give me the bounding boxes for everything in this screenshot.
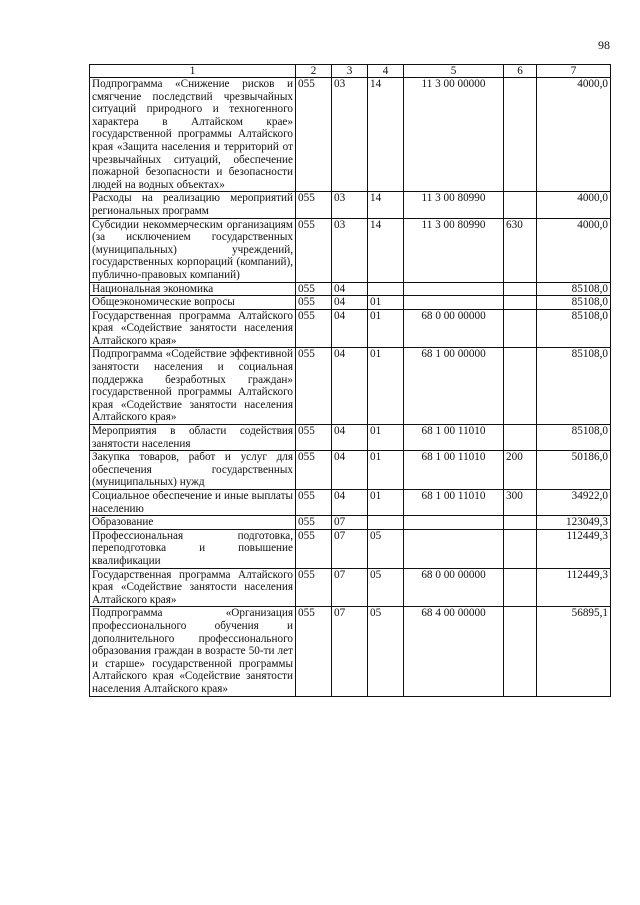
table-header-row	[90, 65, 611, 78]
row-name: Мероприятия в области содействия занятости населения	[90, 425, 296, 451]
cell-ministry: 055	[296, 529, 332, 568]
cell-target-article	[404, 516, 504, 530]
cell-section: 07	[332, 568, 368, 607]
cell-target-article: 68 1 00 00000	[404, 348, 504, 425]
cell-target-article: 68 1 00 11010	[404, 425, 504, 451]
cell-ministry: 055	[296, 296, 332, 310]
row-name: Подпрограмма «Содействие эффективной занятости населения и социальная поддержка безработных граждан» государственной программы Алтайского края «Содействие занятости населения Алтайского края»	[90, 348, 296, 425]
table-row	[90, 192, 611, 218]
cell-expense-type	[504, 568, 537, 607]
cell-section: 07	[332, 607, 368, 696]
table-row	[90, 451, 611, 490]
cell-section: 03	[332, 192, 368, 218]
cell-target-article	[404, 282, 504, 296]
cell-expense-type	[504, 529, 537, 568]
cell-ministry: 055	[296, 78, 332, 192]
cell-subsection: 01	[368, 425, 404, 451]
cell-section: 04	[332, 348, 368, 425]
table-row	[90, 490, 611, 516]
cell-amount: 4000,0	[537, 192, 611, 218]
cell-section: 07	[332, 516, 368, 530]
cell-ministry: 055	[296, 309, 332, 348]
row-name: Закупка товаров, работ и услуг для обеспечения государственных (муниципальных) нужд	[90, 451, 296, 490]
row-name: Национальная экономика	[90, 282, 296, 296]
column-header: 6	[504, 65, 537, 78]
cell-amount: 85108,0	[537, 348, 611, 425]
table-row	[90, 296, 611, 310]
table-row	[90, 568, 611, 607]
column-header: 5	[404, 65, 504, 78]
cell-ministry: 055	[296, 425, 332, 451]
cell-section: 04	[332, 296, 368, 310]
cell-subsection: 01	[368, 451, 404, 490]
cell-expense-type: 300	[504, 490, 537, 516]
cell-ministry: 055	[296, 348, 332, 425]
table-row	[90, 348, 611, 425]
row-name: Социальное обеспечение и иные выплаты населению	[90, 490, 296, 516]
cell-subsection: 01	[368, 296, 404, 310]
cell-amount: 34922,0	[537, 490, 611, 516]
cell-amount: 123049,3	[537, 516, 611, 530]
column-header: 1	[90, 65, 296, 78]
cell-subsection: 14	[368, 78, 404, 192]
cell-expense-type	[504, 607, 537, 696]
table-row	[90, 529, 611, 568]
cell-ministry: 055	[296, 451, 332, 490]
cell-section: 07	[332, 529, 368, 568]
table-row	[90, 309, 611, 348]
cell-target-article	[404, 529, 504, 568]
row-name: Государственная программа Алтайского края «Содействие занятости населения Алтайского края»	[90, 309, 296, 348]
cell-subsection	[368, 516, 404, 530]
row-name: Профессиональная подготовка, переподготовка и повышение квалификации	[90, 529, 296, 568]
cell-subsection: 01	[368, 490, 404, 516]
cell-subsection: 14	[368, 218, 404, 282]
cell-subsection	[368, 282, 404, 296]
row-name: Расходы на реализацию мероприятий региональных программ	[90, 192, 296, 218]
table-row	[90, 282, 611, 296]
table-row	[90, 78, 611, 192]
table-row	[90, 607, 611, 696]
cell-amount: 112449,3	[537, 568, 611, 607]
row-name: Субсидии некоммерческим организациям (за исключением государственных (муниципальных) учреждений, государственных корпораций (компаний), публично-правовых компаний)	[90, 218, 296, 282]
cell-target-article: 11 3 00 80990	[404, 192, 504, 218]
cell-amount: 85108,0	[537, 296, 611, 310]
cell-expense-type	[504, 425, 537, 451]
cell-subsection: 05	[368, 568, 404, 607]
cell-section: 04	[332, 282, 368, 296]
cell-subsection: 05	[368, 607, 404, 696]
table-row	[90, 516, 611, 530]
cell-section: 04	[332, 451, 368, 490]
page-number: 98	[598, 38, 610, 52]
column-header: 7	[537, 65, 611, 78]
cell-target-article: 11 3 00 80990	[404, 218, 504, 282]
row-name: Образование	[90, 516, 296, 530]
cell-target-article: 11 3 00 00000	[404, 78, 504, 192]
cell-ministry: 055	[296, 568, 332, 607]
cell-expense-type	[504, 516, 537, 530]
cell-section: 04	[332, 425, 368, 451]
row-name: Государственная программа Алтайского края «Содействие занятости населения Алтайского края»	[90, 568, 296, 607]
cell-amount: 85108,0	[537, 282, 611, 296]
cell-target-article: 68 1 00 11010	[404, 490, 504, 516]
table-row	[90, 218, 611, 282]
cell-ministry: 055	[296, 218, 332, 282]
column-header: 3	[332, 65, 368, 78]
cell-amount: 85108,0	[537, 425, 611, 451]
cell-subsection: 01	[368, 348, 404, 425]
row-name: Общеэкономические вопросы	[90, 296, 296, 310]
table-row	[90, 425, 611, 451]
column-header: 2	[296, 65, 332, 78]
row-name: Подпрограмма «Организация профессионального обучения и дополнительного профессионального образования граждан в возрасте 50-ти лет и старше» государственной программы Алтайского края «Содействие занятости населения Алтайского края»	[90, 607, 296, 696]
cell-amount: 50186,0	[537, 451, 611, 490]
cell-amount: 112449,3	[537, 529, 611, 568]
budget-table	[89, 64, 611, 697]
cell-target-article: 68 1 00 11010	[404, 451, 504, 490]
cell-expense-type	[504, 348, 537, 425]
cell-amount: 4000,0	[537, 218, 611, 282]
cell-subsection: 05	[368, 529, 404, 568]
cell-section: 03	[332, 78, 368, 192]
cell-expense-type	[504, 78, 537, 192]
cell-expense-type	[504, 192, 537, 218]
cell-amount: 56895,1	[537, 607, 611, 696]
cell-subsection: 14	[368, 192, 404, 218]
cell-ministry: 055	[296, 607, 332, 696]
column-header: 4	[368, 65, 404, 78]
cell-section: 04	[332, 309, 368, 348]
cell-section: 03	[332, 218, 368, 282]
cell-target-article: 68 0 00 00000	[404, 309, 504, 348]
cell-ministry: 055	[296, 516, 332, 530]
cell-expense-type: 200	[504, 451, 537, 490]
cell-ministry: 055	[296, 282, 332, 296]
cell-amount: 4000,0	[537, 78, 611, 192]
cell-target-article	[404, 296, 504, 310]
cell-ministry: 055	[296, 192, 332, 218]
cell-expense-type: 630	[504, 218, 537, 282]
cell-amount: 85108,0	[537, 309, 611, 348]
row-name: Подпрограмма «Снижение рисков и смягчение последствий чрезвычайных ситуаций природного и техногенного характера в Алтайском крае» государственной программы Алтайского края «Защита населения и территорий от чрезвычайных ситуаций, обеспечение пожарной безопасности и безопасности людей на водных объектах»	[90, 78, 296, 192]
cell-section: 04	[332, 490, 368, 516]
cell-expense-type	[504, 296, 537, 310]
cell-target-article: 68 4 00 00000	[404, 607, 504, 696]
cell-ministry: 055	[296, 490, 332, 516]
cell-expense-type	[504, 309, 537, 348]
cell-subsection: 01	[368, 309, 404, 348]
cell-expense-type	[504, 282, 537, 296]
cell-target-article: 68 0 00 00000	[404, 568, 504, 607]
